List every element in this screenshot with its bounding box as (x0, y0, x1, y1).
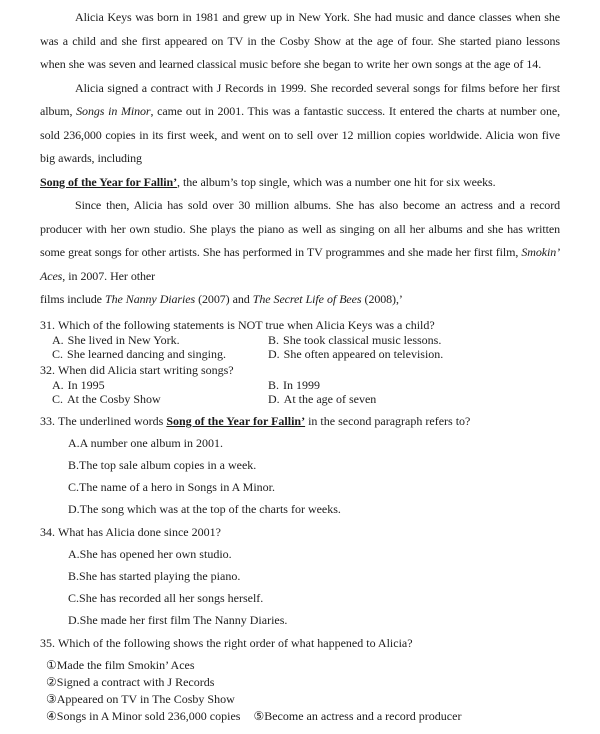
question-34-options (68, 547, 560, 628)
option-32-c-label: C. (52, 391, 64, 406)
option-33-c-text: The name of a hero in Songs in A Minor. (79, 479, 275, 494)
option-33-a (68, 436, 560, 451)
question-31-stem (40, 318, 560, 333)
option-32-a-label: A. (52, 377, 64, 392)
event-2 (46, 674, 560, 691)
question-33-number: 33. (40, 413, 55, 428)
option-31-b-text: She took classical music lessons. (283, 332, 442, 347)
films-line-text-b: (2007) and (195, 292, 253, 306)
option-33-d-label: D. (68, 501, 80, 516)
event-1 (46, 657, 560, 674)
question-35-number: 35. (40, 635, 55, 650)
paragraph-3-text-a: Since then, Alicia has sold over 30 million albums. She has also become an actress and a record producer with her own studio. She plays the piano as well as singing on all her albums and she has written some great songs for other artists. She has performed in TV programmes and she made her first film, (40, 198, 560, 259)
option-31-a-text: She lived in New York. (67, 332, 180, 347)
album-title-songs-in-minor: Songs in Minor (76, 104, 151, 118)
question-35 (40, 636, 560, 725)
option-34-b (68, 569, 560, 584)
event-1-text: Made the film Smokin’ Aces (56, 657, 195, 672)
passage-films-line (40, 288, 560, 312)
event-4-and-5 (46, 708, 560, 725)
option-31-b-label: B. (268, 332, 280, 347)
option-34-d-label: D. (68, 612, 80, 627)
award-phrase-underlined: Song of the Year for Fallin’ (40, 174, 177, 189)
film-title-secret-life-of-bees: The Secret Life of Bees (252, 292, 362, 306)
question-33-stem (40, 414, 560, 429)
option-34-c-label: C. (68, 590, 80, 605)
event-4-circled-number: ④ (46, 708, 57, 723)
paragraph-2-text-a: Alicia signed a contract with J Records in 1999. She recorded several songs for films before her first album, (40, 80, 560, 118)
option-31-d (268, 347, 560, 361)
option-34-b-label: B. (68, 568, 80, 583)
question-31-number: 31. (40, 317, 55, 332)
option-33-d (68, 502, 560, 517)
question-35-text: Which of the following shows the right order of what happened to Alicia? (58, 635, 413, 650)
films-line-text-a: films include (40, 292, 105, 306)
option-33-d-text: The song which was at the top of the charts for weeks. (79, 501, 341, 516)
question-33-underlined-phrase: Song of the Year for Fallin’ (166, 413, 306, 428)
option-33-c-label: C. (68, 479, 80, 494)
option-33-a-text: A number one album in 2001. (79, 435, 223, 450)
passage-paragraph-2 (40, 77, 560, 171)
option-31-a-label: A. (52, 332, 64, 347)
question-33-text-a: The underlined words (58, 413, 167, 428)
films-line-text-c: (2008),’ (361, 292, 403, 306)
option-31-d-label: D. (268, 346, 280, 361)
paragraph-1-text: Alicia Keys was born in 1981 and grew up in New York. She had music and dance classes when she was a child and she first appeared on TV in the Cosby Show at the age of four. She started piano lessons when she was seven and learned classical music before she began to write her own songs at the age of 14. (40, 10, 560, 71)
option-34-d-text: She made her first film The Nanny Diaries. (79, 612, 288, 627)
option-31-b (268, 333, 560, 347)
question-35-stem (40, 636, 560, 651)
event-3 (46, 691, 560, 708)
question-32-stem (40, 363, 560, 378)
question-35-events (46, 657, 560, 725)
option-32-b-label: B. (268, 377, 280, 392)
paragraph-3-text-b: , in 2007. Her other (62, 268, 156, 283)
paragraph-2-text-b: , came out in 2001. This was a fantastic success. It entered the charts at number one, sold 236,000 copies in its first week, and went on to sell over 12 million copies worldwide. Alicia won five big awards, including (40, 104, 560, 165)
question-34 (40, 525, 560, 628)
option-31-d-text: She often appeared on television. (283, 346, 444, 361)
question-32-number: 32. (40, 362, 55, 377)
event-5-text: Become an actress and a record producer (264, 708, 462, 723)
option-34-a (68, 547, 560, 562)
question-34-number: 34. (40, 524, 55, 539)
option-31-c (52, 347, 268, 361)
option-32-d-text: At the age of seven (283, 391, 377, 406)
question-31 (40, 318, 560, 361)
option-34-c-text: She has recorded all her songs herself. (79, 590, 264, 605)
option-32-a (52, 378, 268, 392)
award-line-text: , the album’s top single, which was a number one hit for six weeks. (176, 174, 496, 189)
option-32-d (268, 392, 560, 406)
option-33-b (68, 458, 560, 473)
film-title-nanny-diaries: The Nanny Diaries (105, 292, 196, 306)
question-31-text: Which of the following statements is NOT true when Alicia Keys was a child? (58, 317, 435, 332)
event-5-circled-number: ⑤ (253, 708, 265, 723)
option-33-c (68, 480, 560, 495)
option-34-d (68, 613, 560, 628)
option-31-c-label: C. (52, 346, 64, 361)
option-32-c (52, 392, 268, 406)
option-32-a-text: In 1995 (67, 377, 105, 392)
film-title-smokin-aces: Smokin’ Aces (40, 245, 560, 283)
question-31-options (52, 333, 560, 361)
event-1-circled-number: ① (46, 657, 57, 672)
option-31-c-text: She learned dancing and singing. (67, 346, 226, 361)
question-33-text-b: in the second paragraph refers to? (305, 413, 471, 428)
passage-award-line (40, 171, 560, 195)
option-34-a-label: A. (68, 546, 80, 561)
question-32-options (52, 378, 560, 406)
option-32-d-label: D. (268, 391, 280, 406)
option-32-b (268, 378, 560, 392)
event-3-text: Appeared on TV in The Cosby Show (56, 691, 235, 706)
passage-paragraph-3 (40, 194, 560, 288)
event-4-text: Songs in A Minor sold 236,000 copies (56, 708, 241, 723)
option-33-b-label: B. (68, 457, 80, 472)
option-31-a (52, 333, 268, 347)
event-3-circled-number: ③ (46, 691, 57, 706)
option-33-a-label: A. (68, 435, 80, 450)
event-2-circled-number: ② (46, 674, 57, 689)
option-34-c (68, 591, 560, 606)
question-33 (40, 414, 560, 517)
option-32-c-text: At the Cosby Show (67, 391, 161, 406)
option-34-b-text: She has started playing the piano. (79, 568, 241, 583)
question-32 (40, 363, 560, 406)
question-34-stem (40, 525, 560, 540)
question-33-options (68, 436, 560, 517)
option-33-b-text: The top sale album copies in a week. (79, 457, 257, 472)
question-32-text: When did Alicia start writing songs? (58, 362, 234, 377)
question-34-text: What has Alicia done since 2001? (58, 524, 221, 539)
option-32-b-text: In 1999 (283, 377, 321, 392)
event-2-text: Signed a contract with J Records (56, 674, 215, 689)
option-34-a-text: She has opened her own studio. (79, 546, 232, 561)
passage-paragraph-1 (40, 6, 560, 77)
